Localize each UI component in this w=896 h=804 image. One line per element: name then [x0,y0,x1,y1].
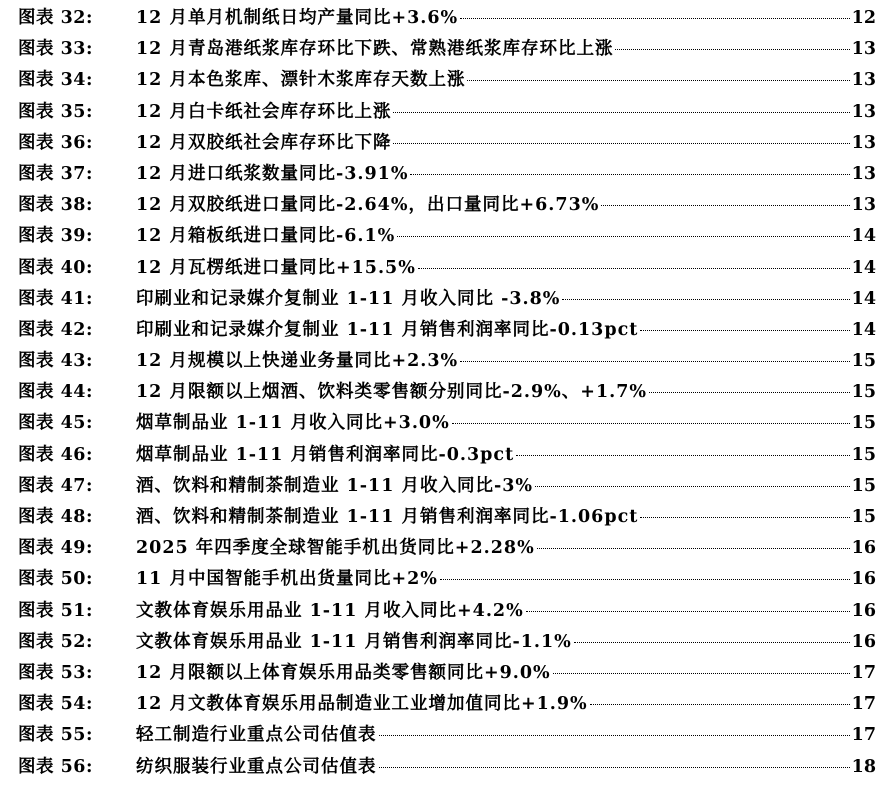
dot-leader [535,486,850,487]
figure-label: 图表 53: [18,662,93,683]
dot-leader [440,579,850,580]
page-number: 12 [851,8,876,28]
dot-leader [410,174,849,175]
page-number: 17 [851,662,876,683]
figure-label: 图表 51: [18,600,93,621]
toc-entry[interactable] [18,565,876,596]
figure-title: 烟草制品业 1-11 月销售利润率同比-0.3pct [136,444,515,465]
page-number: 15 [851,507,876,527]
page-number: 13 [851,101,876,122]
figure-label: 图表 43: [18,351,93,372]
figure-label: 图表 34: [18,70,93,91]
figure-label: 图表 54: [18,694,93,715]
dot-leader [537,548,850,549]
figure-label: 图表 45: [18,413,93,434]
dot-leader [574,642,850,643]
toc-entry[interactable] [18,597,876,628]
dot-leader [460,361,849,362]
figure-label: 图表 36: [18,132,93,153]
toc-entry[interactable] [18,409,876,440]
page-number: 15 [851,351,876,372]
page-number: 16 [851,631,876,652]
toc-entry[interactable] [18,191,876,222]
dot-leader [553,673,850,674]
dot-leader [640,517,849,518]
dot-leader [467,80,849,81]
figure-title: 12 月双胶纸社会库存环比下降 [136,132,392,153]
dot-leader [562,299,849,300]
dot-leader [526,611,850,612]
figure-label: 图表 42: [18,319,93,340]
page-number: 14 [851,257,876,278]
figure-title: 12 月限额以上烟酒、饮料类零售额分别同比-2.9%、+1.7% [136,382,648,403]
dot-leader [615,49,849,50]
dot-leader [601,205,849,206]
dot-leader [640,330,849,331]
page-number: 16 [851,569,876,590]
page-number: 16 [851,600,876,621]
dot-leader [379,735,850,736]
toc-entry[interactable] [18,441,876,472]
page-number: 18 [851,756,876,777]
page-number: 13 [851,132,876,153]
page-number: 17 [851,725,876,746]
page-number: 13 [851,195,876,216]
dot-leader [516,455,849,456]
figure-title: 12 月单月机制纸日均产量同比+3.6% [136,8,459,28]
figure-title: 12 月白卡纸社会库存环比上涨 [136,101,392,122]
toc-entry[interactable] [18,690,876,721]
figure-label: 图表 46: [18,444,93,465]
figure-title: 2025 年四季度全球智能手机出货同比+2.28% [136,538,535,559]
dot-leader [397,236,849,237]
figure-label: 图表 50: [18,569,93,590]
figure-title: 12 月文教体育娱乐用品制造业工业增加值同比+1.9% [136,694,588,715]
figure-title: 12 月进口纸浆数量同比-3.91% [136,163,409,184]
figure-label: 图表 41: [18,288,93,309]
figure-label: 图表 55: [18,725,93,746]
toc-entry[interactable] [18,254,876,285]
page-number: 15 [851,475,876,496]
page-number: 13 [851,163,876,184]
page-number: 13 [851,39,876,60]
figure-title: 12 月瓦楞纸进口量同比+15.5% [136,257,416,278]
figure-label: 图表 52: [18,631,93,652]
page-number: 15 [851,413,876,434]
figure-title: 12 月限额以上体育娱乐用品类零售额同比+9.0% [136,662,551,683]
toc-entry[interactable] [18,316,876,347]
dot-leader [590,704,850,705]
figure-title: 酒、饮料和精制茶制造业 1-11 月销售利润率同比-1.06pct [136,507,639,527]
figure-title: 轻工制造行业重点公司估值表 [136,725,377,746]
toc-entry[interactable] [18,35,876,66]
dot-leader [452,423,850,424]
figure-label: 图表 44: [18,382,93,403]
figure-label: 图表 35: [18,101,93,122]
toc-entry[interactable] [18,721,876,752]
toc-entry[interactable] [18,98,876,129]
toc-entry[interactable] [18,4,876,35]
toc-entry[interactable] [18,222,876,253]
figure-label: 图表 48: [18,507,93,527]
figure-label: 图表 33: [18,39,93,60]
toc-entry[interactable] [18,659,876,690]
toc-entry[interactable] [18,66,876,97]
figure-title: 12 月本色浆库、漂针木浆库存天数上涨 [136,70,466,91]
figure-label: 图表 37: [18,163,93,184]
toc-entry[interactable] [18,160,876,191]
page-number: 14 [851,319,876,340]
toc-entry[interactable] [18,628,876,659]
figure-title: 文教体育娱乐用品业 1-11 月销售利润率同比-1.1% [136,631,572,652]
page-number: 15 [851,444,876,465]
figure-title: 12 月箱板纸进口量同比-6.1% [136,226,396,247]
figure-title: 烟草制品业 1-11 月收入同比+3.0% [136,413,450,434]
figure-label: 图表 40: [18,257,93,278]
figure-title: 印刷业和记录媒介复制业 1-11 月销售利润率同比-0.13pct [136,319,639,340]
figure-label: 图表 47: [18,475,93,496]
figure-title: 11 月中国智能手机出货量同比+2% [136,569,438,590]
table-of-figures [18,4,876,784]
page-number: 15 [851,382,876,403]
page-number: 13 [851,70,876,91]
dot-leader [418,268,850,269]
page-number: 16 [851,538,876,559]
figure-title: 12 月青岛港纸浆库存环比下跌、常熟港纸浆库存环比上涨 [136,39,614,60]
toc-entry[interactable] [18,534,876,565]
figure-title: 12 月双胶纸进口量同比-2.64%，出口量同比+6.73% [136,195,600,216]
figure-title: 酒、饮料和精制茶制造业 1-11 月收入同比-3% [136,475,534,496]
page-number: 14 [851,226,876,247]
toc-entry[interactable] [18,347,876,378]
dot-leader [393,143,849,144]
figure-label: 图表 32: [18,8,93,28]
toc-entry[interactable] [18,472,876,503]
figure-label: 图表 39: [18,226,93,247]
dot-leader [460,18,849,19]
page-number: 17 [851,694,876,715]
figure-label: 图表 56: [18,756,93,777]
figure-title: 12 月规模以上快递业务量同比+2.3% [136,351,459,372]
figure-label: 图表 49: [18,538,93,559]
toc-entry[interactable] [18,753,876,784]
figure-label: 图表 38: [18,195,93,216]
dot-leader [379,767,850,768]
figure-title: 纺织服装行业重点公司估值表 [136,756,377,777]
page-number: 14 [851,288,876,309]
toc-entry[interactable] [18,503,876,534]
figure-title: 文教体育娱乐用品业 1-11 月收入同比+4.2% [136,600,524,621]
figure-title: 印刷业和记录媒介复制业 1-11 月收入同比 -3.8% [136,288,561,309]
toc-entry[interactable] [18,378,876,409]
toc-entry[interactable] [18,285,876,316]
toc-entry[interactable] [18,129,876,160]
dot-leader [649,392,850,393]
dot-leader [393,112,849,113]
